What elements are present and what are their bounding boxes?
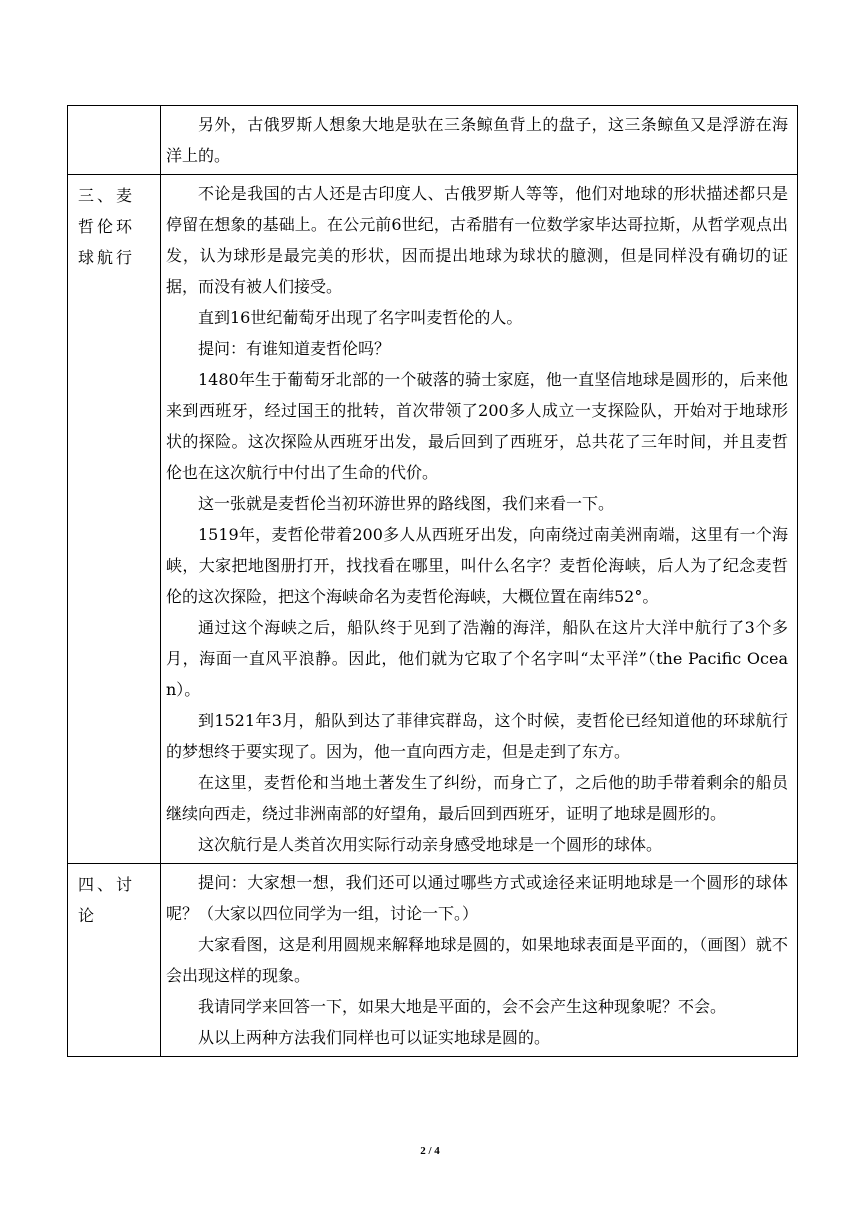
paragraph: 通过这个海峡之后，船队终于见到了浩瀚的海洋，船队在这片大洋中航行了3个多月，海面一直风平浪静。因此，他们就为它取了个名字叫“太平洋”（the Pacific Ocean）。 bbox=[166, 618, 788, 699]
paragraph: 另外，古俄罗斯人想象大地是驮在三条鲸鱼背上的盘子，这三条鲸鱼又是浮游在海洋上的。 bbox=[166, 115, 788, 165]
paragraph: 从以上两种方法我们同样也可以证实地球是圆的。 bbox=[198, 1028, 551, 1047]
paragraph: 到1521年3月，船队到达了菲律宾群岛，这个时候，麦哲伦已经知道他的环球航行的梦想终于要实现了。因为，他一直向西方走，但是走到了东方。 bbox=[166, 711, 788, 761]
paragraph: 提问：有谁知道麦哲伦吗？ bbox=[198, 339, 391, 358]
section-content-cell bbox=[161, 864, 798, 1057]
paragraph: 直到16世纪葡萄牙出现了名字叫麦哲伦的人。 bbox=[198, 308, 523, 327]
section-label: 三、麦哲伦环球航行 bbox=[78, 186, 136, 267]
paragraph: 提问：大家想一想，我们还可以通过哪些方式或途径来证明地球是一个圆形的球体呢？（大家以四位同学为一组，讨论一下。） bbox=[166, 873, 788, 923]
paragraph: 1480年生于葡萄牙北部的一个破落的骑士家庭，他一直坚信地球是圆形的，后来他来到西班牙，经过国王的批转，首次带领了200多人成立一支探险队，开始对于地球形状的探险。这次探险从西班牙出发，最后回到了西班牙，总共花了三年时间，并且麦哲伦也在这次航行中付出了生命的代价。 bbox=[166, 370, 788, 482]
paragraph: 这次航行是人类首次用实际行动亲身感受地球是一个圆形的球体。 bbox=[198, 835, 663, 854]
table-row bbox=[68, 864, 798, 1057]
section-content-cell bbox=[161, 175, 798, 864]
paragraph: 这一张就是麦哲伦当初环游世界的路线图，我们来看一下。 bbox=[198, 494, 615, 513]
paragraph: 不论是我国的古人还是古印度人、古俄罗斯人等等，他们对地球的形状描述都只是停留在想象的基础上。在公元前6世纪，古希腊有一位数学家毕达哥拉斯，从哲学观点出发，认为球形是最完美的形状，因而提出地球为球状的臆测，但是同样没有确切的证据，而没有被人们接受。 bbox=[166, 184, 788, 296]
paragraph: 1519年，麦哲伦带着200多人从西班牙出发，向南绕过南美洲南端，这里有一个海峡，大家把地图册打开，找找看在哪里，叫什么名字？麦哲伦海峡，后人为了纪念麦哲伦的这次探险，把这个海峡命名为麦哲伦海峡，大概位置在南纬52°。 bbox=[166, 525, 788, 606]
section-label bbox=[68, 106, 160, 111]
section-label-cell bbox=[68, 175, 161, 864]
paragraph: 我请同学来回答一下，如果大地是平面的，会不会产生这种现象呢？不会。 bbox=[198, 997, 727, 1016]
section-label-cell bbox=[68, 106, 161, 175]
paragraph: 大家看图，这是利用圆规来解释地球是圆的，如果地球表面是平面的，（画图）就不会出现这样的现象。 bbox=[166, 935, 788, 985]
section-label-cell bbox=[68, 864, 161, 1057]
page-number: 2 / 4 bbox=[420, 1145, 440, 1157]
paragraph: 在这里，麦哲伦和当地土著发生了纠纷，而身亡了，之后他的助手带着剩余的船员继续向西走，绕过非洲南部的好望角，最后回到西班牙，证明了地球是圆形的。 bbox=[166, 773, 788, 823]
section-content-cell bbox=[161, 106, 798, 175]
section-label: 四、讨论 bbox=[78, 875, 136, 925]
lesson-table bbox=[67, 105, 798, 1057]
table-row bbox=[68, 106, 798, 175]
table-row bbox=[68, 175, 798, 864]
